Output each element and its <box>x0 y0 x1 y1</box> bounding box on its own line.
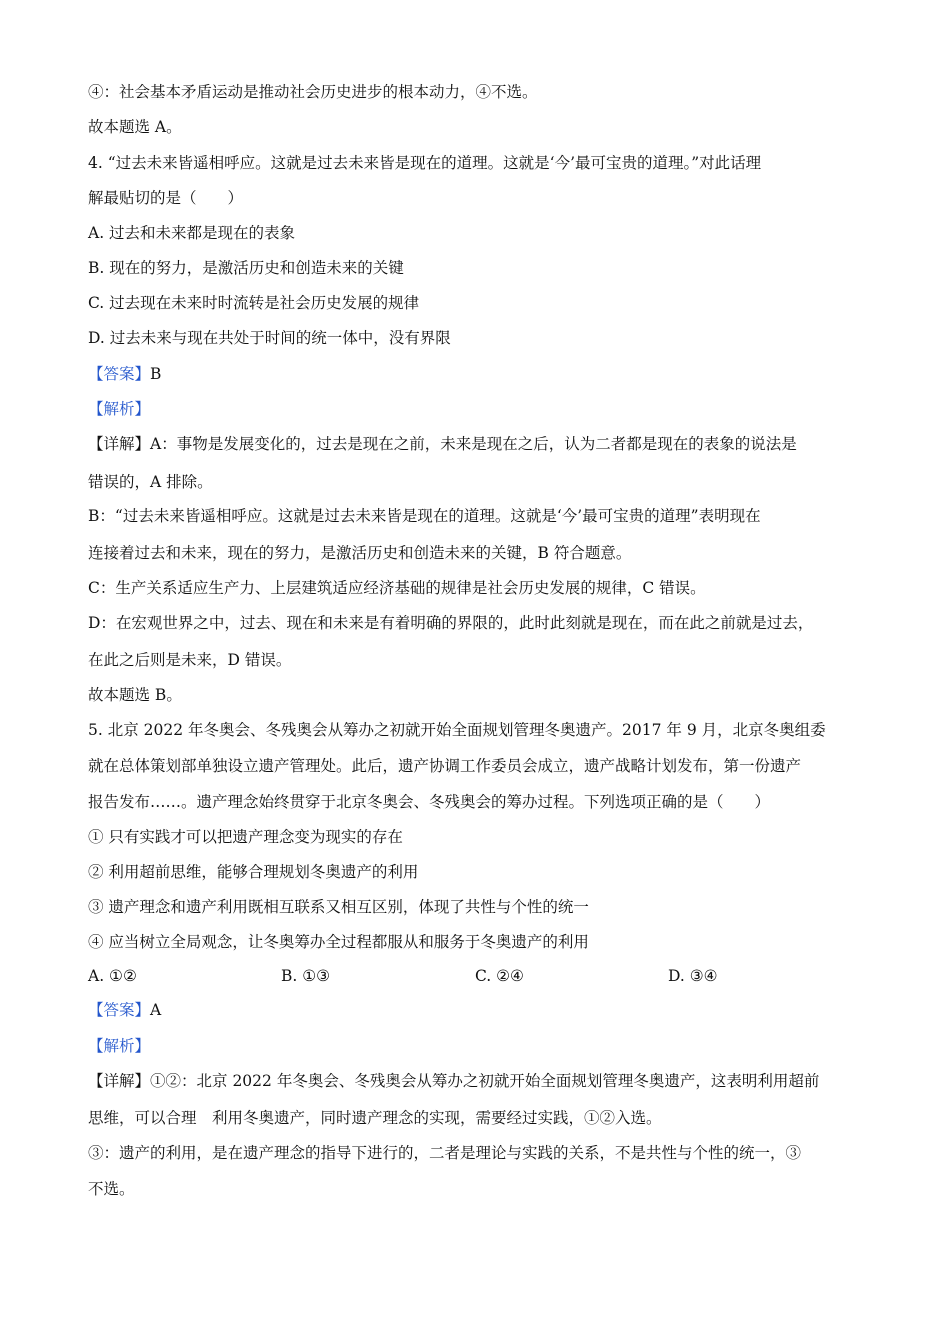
q5-stem-line1: 5. 北京 2022 年冬奥会、冬残奥会从筹办之初就开始全面规划管理冬奥遗产。2017 年 9 月，北京冬奥组委 <box>88 721 826 739</box>
q4-detail-text: A：事物是发展变化的，过去是现在之前，未来是现在之后，认为二者都是现在的表象的说法是 <box>150 435 797 453</box>
q4-option-a: A. 过去和未来都是现在的表象 <box>88 224 296 242</box>
q3-conclusion: 故本题选 A。 <box>88 118 182 136</box>
q5-option-c: C. ②④ <box>475 967 524 985</box>
q5-statement-2: ② 利用超前思维，能够合理规划冬奥遗产的利用 <box>88 863 419 881</box>
q5-option-b: B. ①③ <box>281 967 331 985</box>
q5-detail-line1 <box>88 1069 819 1093</box>
q4-detail-line1 <box>88 432 797 456</box>
q5-stem-line2: 就在总体策划部单独设立遗产管理处。此后，遗产协调工作委员会成立，遗产战略计划发布，第一份遗产 <box>88 757 802 775</box>
q4-stem-line2: 解最贴切的是（ ） <box>88 189 244 207</box>
q5-statement-4: ④ 应当树立全局观念，让冬奥筹办全过程都服从和服务于冬奥遗产的利用 <box>88 933 589 951</box>
q4-detail-line7: 在此之后则是未来，D 错误。 <box>88 651 292 669</box>
q4-option-d: D. 过去未来与现在共处于时间的统一体中，没有界限 <box>88 329 451 347</box>
q4-detail-line3: B：“过去未来皆遥相呼应。这就是过去未来皆是现在的道理。这就是‘今’最可宝贵的道理”表明现在 <box>88 507 761 525</box>
q5-statement-3: ③ 遗产理念和遗产利用既相互联系又相互区别，体现了共性与个性的统一 <box>88 898 589 916</box>
q5-detail-text: ①②：北京 2022 年冬奥会、冬残奥会从筹办之初就开始全面规划管理冬奥遗产，这表明利用超前 <box>150 1072 820 1090</box>
q4-option-b: B. 现在的努力，是激活历史和创造未来的关键 <box>88 259 404 277</box>
q4-detail-line4: 连接着过去和未来，现在的努力，是激活历史和创造未来的关键，B 符合题意。 <box>88 544 632 562</box>
q4-detail-line6: D：在宏观世界之中，过去、现在和未来是有着明确的界限的，此时此刻就是现在，而在此之前就是过去， <box>88 614 814 632</box>
q5-detail-tag: 【详解】 <box>88 1072 151 1090</box>
q4-stem-line1: 4. “过去未来皆遥相呼应。这就是过去未来皆是现在的道理。这就是‘今’最可宝贵的道理。”对此话理 <box>88 154 762 172</box>
q5-detail-line2: 思维，可以合理 利用冬奥遗产，同时遗产理念的实现，需要经过实践，①②入选。 <box>88 1109 662 1127</box>
q5-answer-value: A <box>150 1001 162 1019</box>
q4-conclusion: 故本题选 B。 <box>88 686 182 704</box>
q4-option-c: C. 过去现在未来时时流转是社会历史发展的规律 <box>88 294 420 312</box>
q4-answer <box>88 362 161 386</box>
q5-statement-1: ① 只有实践才可以把遗产理念变为现实的存在 <box>88 828 403 846</box>
q5-detail-line3: ③：遗产的利用，是在遗产理念的指导下进行的，二者是理论与实践的关系，不是共性与个性的统一，③ <box>88 1144 802 1162</box>
q4-detail-line5: C：生产关系适应生产力、上层建筑适应经济基础的规律是社会历史发展的规律，C 错误。 <box>88 579 706 597</box>
q5-answer <box>88 998 161 1022</box>
q5-stem-line3: 报告发布……。遗产理念始终贯穿于北京冬奥会、冬残奥会的筹办过程。下列选项正确的是（ ） <box>88 793 771 811</box>
q4-answer-tag: 【答案】 <box>88 365 151 383</box>
q3-item4-analysis: ④：社会基本矛盾运动是推动社会历史进步的根本动力，④不选。 <box>88 83 538 101</box>
q5-option-d: D. ③④ <box>668 967 718 985</box>
q5-answer-tag: 【答案】 <box>88 1001 151 1019</box>
q4-detail-tag: 【详解】 <box>88 435 151 453</box>
q4-answer-value: B <box>150 365 162 383</box>
q4-detail-line2: 错误的，A 排除。 <box>88 473 213 491</box>
q4-analysis-tag: 【解析】 <box>88 400 151 418</box>
q5-analysis-tag: 【解析】 <box>88 1037 151 1055</box>
q5-option-a: A. ①② <box>88 967 137 985</box>
q5-detail-line4: 不选。 <box>88 1180 135 1198</box>
